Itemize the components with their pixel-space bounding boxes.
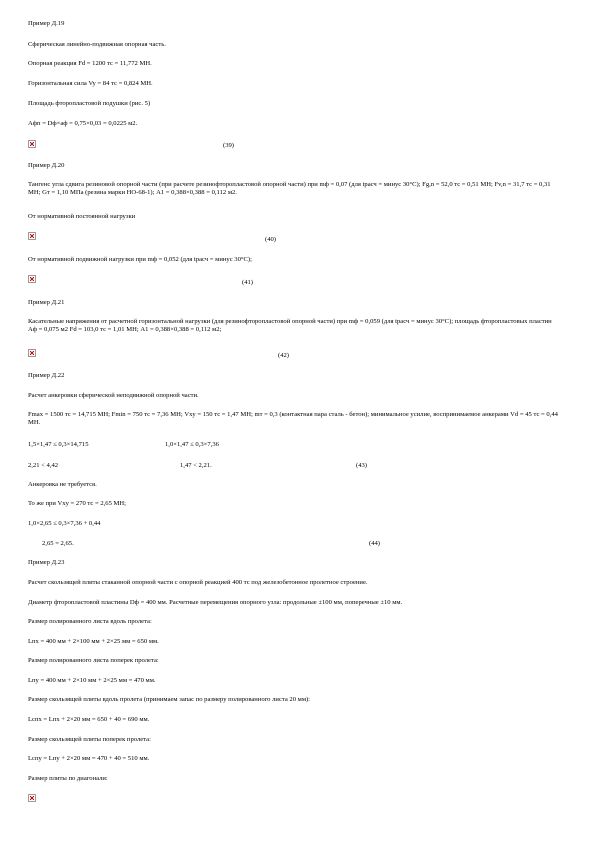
text-line: Диаметр фторопластовой пластины Dф = 400 мм. Расчетные перемещения опорного узла: продольные ±100 мм, поперечные ±10 мм. xyxy=(28,599,403,606)
text-line: От нормативной подвижной нагрузки при mф = 0,052 (для tрасч = минус 30°С); xyxy=(28,256,252,263)
text-paragraph: Касательные напряжения от расчетной горизонтальной нагрузки (для резинофторопластовой опорной части) при mф = 0,059 (для tрасч = минус 30°С); площадь фторопластовых пластин Aф = 0,075 м2 Fd = 103,0 тс = 1,01 МН; A1 = 0,388×0,388 = 0,112 м2; xyxy=(28,318,552,333)
check-result: 2,21 < 4,42 xyxy=(28,462,59,469)
example-heading: Пример Д.22 xyxy=(28,372,65,379)
text-line: От нормативной постоянной нагрузки xyxy=(28,213,136,220)
equation-number: (41) xyxy=(242,279,253,286)
text-line: Горизонтальная сила Vy = 84 тс = 0,824 МН. xyxy=(28,80,153,87)
text-line: Размер плиты по диагонали: xyxy=(28,775,108,782)
text-paragraph: Fmax = 1500 тс = 14,715 МН; Fmin = 750 тс = 7,36 МН; Vxy = 150 тс = 1,47 МН; mт = 0,3 (контактная пара сталь - бетон); минимальное усилие, воспринимаемое анкерами Vd = 45 тс = 0,44 МН. xyxy=(28,411,558,426)
check-inequality: 1,0×1,47 ≤ 0,3×7,36 xyxy=(165,441,219,448)
broken-image-icon xyxy=(28,275,36,283)
equation-number: (42) xyxy=(278,352,289,359)
text-line: Опорная реакция Fd = 1200 тс = 11,772 МН. xyxy=(28,60,152,67)
text-line: Размер полированного листа вдоль пролета: xyxy=(28,618,152,625)
text-line: Площадь фторопластовой подушки (рис. 5) xyxy=(28,100,151,107)
text-line: Сферическая линейно-подвижная опорная часть. xyxy=(28,41,166,48)
text-line: Размер полированного листа поперек пролета: xyxy=(28,657,159,664)
text-line: То же при Vxy = 270 тс = 2,65 МН; xyxy=(28,500,126,507)
example-heading: Пример Д.21 xyxy=(28,299,65,306)
text-line: Lпу = 400 мм + 2×10 мм + 2×25 мм = 470 мм. xyxy=(28,677,156,684)
check-inequality: 1,5×1,47 ≤ 0,3×14,715 xyxy=(28,441,89,448)
text-line: Lспу = Lпу + 2×20 мм = 470 + 40 = 510 мм. xyxy=(28,755,150,762)
text-line: Расчет скользящей плиты стаканной опорной части с опорной реакцией 400 тс под железобетонное пролетное строение. xyxy=(28,579,368,586)
broken-image-icon xyxy=(28,232,36,240)
equation-number: (44) xyxy=(369,540,380,547)
example-heading: Пример Д.23 xyxy=(28,559,65,566)
text-paragraph: Тангенс угла сдвига резиновой опорной части (при расчете резинофторопластовой опорной части) при mф = 0,07 (для tрасч = минус 30°С); Fg,n = 52,0 тс = 0,51 МН; Fv,n = 31,7 тс = 0,31 МН; Gт = 1,10 МПа (резина марки НО-68-1); A1 = 0,388×0,388 = 0,112 м2. xyxy=(28,181,551,196)
check-inequality: 1,0×2,65 ≤ 0,3×7,36 + 0,44 xyxy=(28,520,101,527)
text-line: Aфп = Dф×aф = 0,75×0,03 = 0,0225 м2. xyxy=(28,120,138,127)
broken-image-icon xyxy=(28,140,36,148)
check-result: 2,65 = 2,65. xyxy=(42,540,74,547)
equation-number: (39) xyxy=(223,142,234,149)
broken-image-icon xyxy=(28,794,36,802)
equation-number: (40) xyxy=(265,236,276,243)
text-line: Lспх = Lпх + 2×20 мм = 650 + 40 = 690 мм. xyxy=(28,716,150,723)
broken-image-icon xyxy=(28,349,36,357)
text-line: Размер скользящей плиты поперек пролета: xyxy=(28,736,151,743)
text-line: Размер скользящей плиты вдоль пролета (принимаем запас по размеру полированного листа 20 мм): xyxy=(28,696,311,703)
equation-number: (43) xyxy=(356,462,367,469)
text-line: Расчет анкеровки сферической неподвижной опорной части. xyxy=(28,392,199,399)
check-result: 1,47 < 2,21. xyxy=(180,462,212,469)
example-heading: Пример Д.20 xyxy=(28,162,65,169)
text-line: Анкеровка не требуется. xyxy=(28,481,97,488)
text-line: Lпх = 400 мм + 2×100 мм + 2×25 мм = 650 мм. xyxy=(28,638,159,645)
example-heading: Пример Д.19 xyxy=(28,20,65,27)
